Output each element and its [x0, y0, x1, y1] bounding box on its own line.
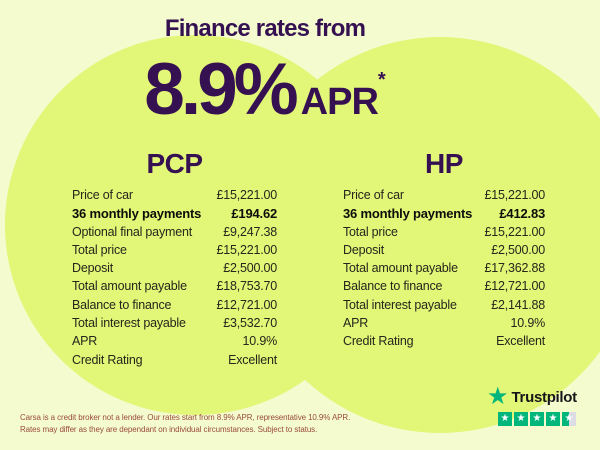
row-label: Price of car — [343, 188, 404, 202]
rate-value: 8.9% — [144, 49, 295, 130]
star-glyph: ★ — [564, 413, 574, 424]
row-value: £2,141.88 — [491, 297, 545, 312]
row-label: Total price — [343, 224, 398, 239]
row-label: APR — [343, 316, 369, 331]
half-star-icon — [562, 412, 576, 426]
hp-finance-table — [343, 150, 545, 353]
star-glyph: ★ — [516, 413, 526, 424]
row-label: Total interest payable — [343, 297, 457, 312]
table-row — [343, 334, 545, 352]
row-value: Excellent — [496, 334, 545, 349]
row-label: Total price — [72, 242, 127, 257]
table-row — [343, 188, 545, 206]
table-row — [343, 243, 545, 261]
row-value: £18,753.70 — [216, 279, 277, 294]
disclaimer-line-2: Rates may differ as they are dependant on individual circumstances. Subject to status. — [20, 425, 318, 435]
row-label: Balance to finance — [343, 279, 443, 294]
row-value: £17,362.88 — [484, 261, 545, 276]
row-value: £3,532.70 — [223, 316, 277, 331]
row-label: Credit Rating — [72, 352, 143, 367]
disclaimer-line-1: Carsa is a credit broker not a lender. Our rates start from 8.9% APR, representative 10.9% APR. — [20, 413, 351, 422]
row-label: Deposit — [72, 261, 113, 276]
pcp-finance-table — [72, 150, 277, 371]
full-star-icon — [498, 412, 512, 426]
trustpilot-star-icon: ★ — [487, 383, 509, 410]
row-label: Total interest payable — [72, 316, 186, 331]
row-value: 10.9% — [510, 316, 545, 331]
row-label: 36 monthly payments — [72, 206, 202, 222]
row-label: Optional final payment — [72, 224, 192, 239]
row-value: £412.83 — [499, 206, 545, 222]
row-label: Deposit — [343, 242, 384, 257]
full-star-icon — [546, 412, 560, 426]
star-glyph: ★ — [548, 413, 558, 424]
row-value: £12,721.00 — [216, 297, 277, 312]
row-value: £194.62 — [231, 206, 277, 222]
table-row — [72, 316, 277, 334]
full-star-icon — [530, 412, 544, 426]
row-label: Credit Rating — [343, 334, 414, 349]
legal-disclaimer — [20, 412, 372, 437]
banner-title: Finance rates from — [164, 15, 366, 42]
table-row — [72, 243, 277, 261]
pcp-table-rows — [72, 188, 277, 371]
row-value: £15,221.00 — [484, 188, 545, 202]
row-label: APR — [72, 334, 98, 349]
hp-table-rows — [343, 188, 545, 353]
headline-rate — [0, 44, 530, 146]
row-value: £15,221.00 — [484, 224, 545, 239]
footnote-asterisk: * — [377, 69, 386, 91]
row-value: £2,500.00 — [223, 261, 277, 276]
table-row — [72, 261, 277, 279]
table-row — [343, 225, 545, 243]
pcp-table-title: PCP — [146, 148, 203, 179]
trustpilot-badge[interactable] — [487, 383, 587, 426]
table-row — [343, 279, 545, 297]
row-label: Price of car — [72, 188, 133, 202]
table-row — [72, 353, 277, 371]
table-row — [72, 298, 277, 316]
table-row — [72, 206, 277, 224]
row-value: Excellent — [228, 352, 277, 367]
trustpilot-wordmark: Trustpilot — [511, 388, 577, 406]
row-label: 36 monthly payments — [343, 206, 473, 222]
table-row — [343, 261, 545, 279]
table-row — [343, 206, 545, 224]
row-label: Balance to finance — [72, 297, 172, 312]
row-value: £2,500.00 — [491, 242, 545, 257]
table-row — [72, 279, 277, 297]
row-label: Total amount payable — [72, 279, 187, 294]
table-row — [72, 334, 277, 352]
star-glyph: ★ — [500, 413, 510, 424]
row-value: £9,247.38 — [223, 224, 277, 239]
table-row — [343, 298, 545, 316]
table-row — [72, 225, 277, 243]
star-glyph: ★ — [532, 413, 542, 424]
row-label: Total amount payable — [343, 261, 458, 276]
full-star-icon — [514, 412, 528, 426]
row-value: £15,221.00 — [216, 188, 277, 202]
trustpilot-logo — [487, 383, 587, 410]
table-row — [72, 188, 277, 206]
row-value: £15,221.00 — [216, 242, 277, 257]
trustpilot-rating-stars — [498, 412, 587, 426]
row-value: 10.9% — [242, 334, 277, 349]
table-row — [343, 316, 545, 334]
rate-unit: APR* — [300, 69, 386, 123]
row-value: £12,721.00 — [484, 279, 545, 294]
banner-header — [0, 0, 530, 146]
hp-table-title: HP — [425, 148, 463, 179]
